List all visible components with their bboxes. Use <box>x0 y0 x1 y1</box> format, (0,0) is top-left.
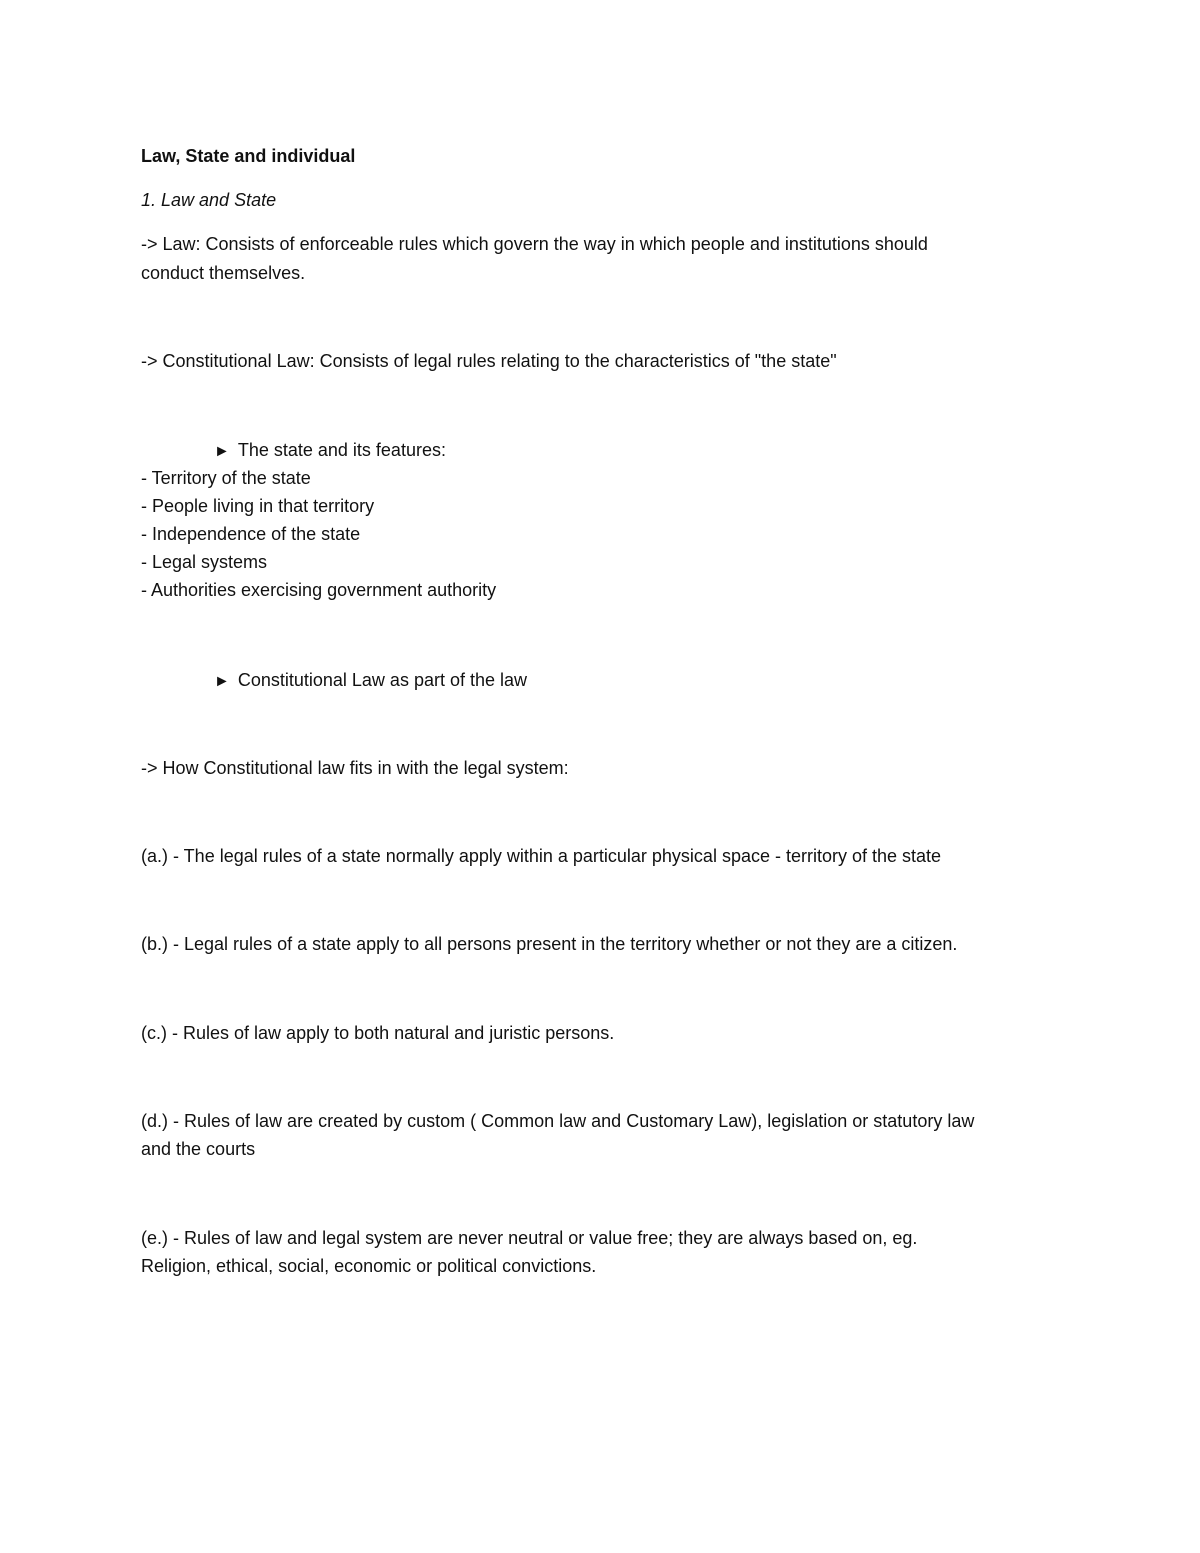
fit-intro: -> How Constitutional law fits in with the legal system: <box>141 758 569 778</box>
point-label: (d.) <box>141 1111 168 1131</box>
law-definition-line-1: -> Law: Consists of enforceable rules which govern the way in which people and institutions should <box>141 234 928 254</box>
list-item: - People living in that territory <box>141 496 375 516</box>
constitutional-law-definition: -> Constitutional Law: Consists of legal rules relating to the characteristics of "the state" <box>141 351 837 371</box>
point-b <box>141 930 957 958</box>
list-item: - Authorities exercising government authority <box>141 580 497 600</box>
point-text: - Rules of law and legal system are never neutral or value free; they are always based on, eg. <box>173 1228 918 1248</box>
constitutional-part-heading-row <box>214 666 527 696</box>
law-definition-line-2: conduct themselves. <box>141 263 306 283</box>
point-text: - Rules of law apply to both natural and juristic persons. <box>172 1023 615 1043</box>
point-text: - Legal rules of a state apply to all persons present in the territory whether or not they are a citizen. <box>173 934 958 954</box>
triangle-bullet-icon: ► <box>214 443 230 460</box>
triangle-bullet-icon: ► <box>214 673 230 690</box>
constitutional-part-heading: Constitutional Law as part of the law <box>237 670 528 690</box>
point-d-continuation: and the courts <box>141 1139 256 1159</box>
point-d <box>141 1107 974 1135</box>
point-text: - Rules of law are created by custom ( Common law and Customary Law), legislation or statutory law <box>173 1111 975 1131</box>
list-item: - Independence of the state <box>141 524 361 544</box>
state-features-heading-row <box>214 436 446 466</box>
section-heading: 1. Law and State <box>141 190 277 210</box>
point-e <box>141 1224 917 1252</box>
point-a <box>141 842 941 870</box>
point-text: - The legal rules of a state normally apply within a particular physical space - territory of the state <box>173 846 942 866</box>
point-label: (b.) <box>141 934 168 954</box>
point-c <box>141 1019 614 1047</box>
document-title: Law, State and individual <box>141 146 356 166</box>
point-label: (a.) <box>141 846 168 866</box>
list-item: - Legal systems <box>141 552 268 572</box>
point-label: (c.) <box>141 1023 167 1043</box>
state-features-heading: The state and its features: <box>237 440 446 460</box>
list-item: - Territory of the state <box>141 468 311 488</box>
point-e-continuation: Religion, ethical, social, economic or political convictions. <box>141 1256 597 1276</box>
point-label: (e.) <box>141 1228 168 1248</box>
